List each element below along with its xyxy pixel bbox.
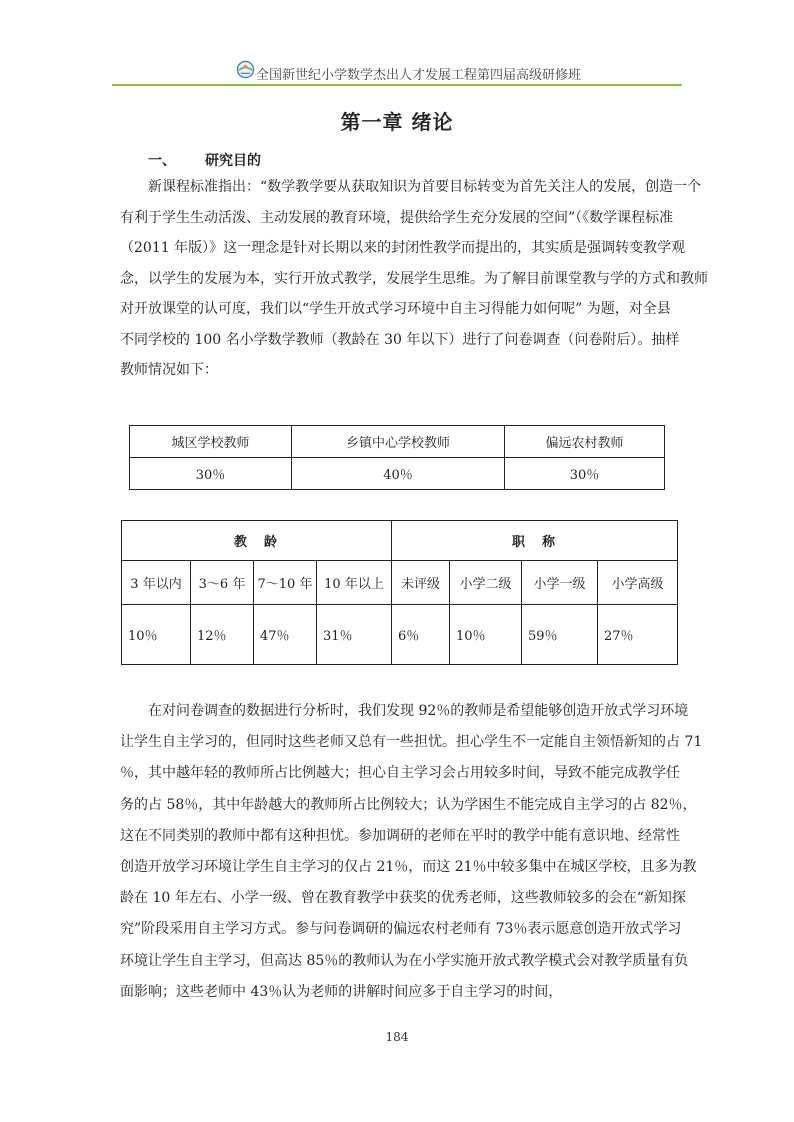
intro-paragraph <box>120 172 708 386</box>
table-header-cell: 乡镇中心学校教师 <box>292 426 505 458</box>
table-header-cell: 小学高级 <box>598 561 678 605</box>
table-cell: 10％ <box>450 605 522 665</box>
table-header-cell: 未评级 <box>392 561 450 605</box>
header-text: 全国新世纪小学数学杰出人才发展工程第四届高级研修班 <box>256 68 582 83</box>
table-header-cell: 7～10 年 <box>254 561 317 605</box>
table-cell: 27％ <box>598 605 678 665</box>
table-cell: 6％ <box>392 605 450 665</box>
group-header-title: 职 称 <box>392 521 678 561</box>
table-header-cell: 10 年以上 <box>317 561 392 605</box>
page-number: 184 <box>385 1030 409 1044</box>
section-number: 一、 <box>148 153 176 169</box>
table-header-cell: 城区学校教师 <box>130 426 292 458</box>
table-header-cell: 小学二级 <box>450 561 522 605</box>
table-header-cell: 偏远农村教师 <box>505 426 665 458</box>
intro-line: 有利于学生生动活泼、主动发展的教育环境，提供给学生充分发展的空间”（《数学课程标准 <box>120 209 674 226</box>
intro-line: 不同学校的 100 名小学数学教师（教龄在 30 年以下）进行了问卷调查（问卷附后）。抽样 <box>120 331 680 348</box>
intro-line: 新课程标准指出：“数学教学要从获取知识为首要目标转变为首先关注人的发展，创造一个 <box>148 179 702 195</box>
table-cell: 12％ <box>191 605 254 665</box>
table-cell: 40％ <box>292 458 505 490</box>
table-cell: 31％ <box>317 605 392 665</box>
intro-line: （2011 年版）》这一理念是针对长期以来的封闭性教学而提出的，其实质是强调转变教学观 <box>120 240 686 256</box>
analysis-line: ％，其中越年轻的教师所占比例越大；担心自主学习会占用较多时间，导致不能完成教学任 <box>120 765 680 782</box>
table-cell: 30％ <box>130 458 292 490</box>
analysis-line: 在对问卷调查的数据进行分析时，我们发现 92％的教师是希望能够创造开放式学习环境 <box>148 703 689 719</box>
intro-line: 念，以学生的发展为本，实行开放式教学，发展学生思维。为了解目前课堂教与学的方式和教师 <box>120 270 708 287</box>
intro-line: 教师情况如下： <box>120 362 218 378</box>
chapter-title: 第一章 绪论 <box>340 110 454 134</box>
running-header <box>112 58 682 86</box>
table-header-cell: 3～6 年 <box>191 561 254 605</box>
analysis-line: 究”阶段采用自主学习方式。参与问卷调研的偏远农村老师有 73％表示愿意创造开放式学习 <box>120 921 682 938</box>
teacher-profile-table <box>121 520 678 665</box>
header-rule <box>112 84 682 86</box>
analysis-line: 让学生自主学习的，但同时这些老师又总有一些担忧。担心学生不一定能自主领悟新知的占 71 <box>120 734 703 751</box>
table-cell: 10％ <box>122 605 191 665</box>
intro-line: 对开放课堂的认可度，我们以“学生开放式学习环境中自主习得能力如何呢” 为题，对全县 <box>120 301 671 317</box>
analysis-line: 创造开放学习环境让学生自主学习的仅占 21％，而这 21％中较多集中在城区学校，且多为教 <box>120 858 697 875</box>
analysis-line: 环境让学生自主学习，但高达 85％的教师认为在小学实施开放式教学模式会对教学质量有负 <box>120 952 689 969</box>
table-cell: 47％ <box>254 605 317 665</box>
section-title: 研究目的 <box>205 153 261 169</box>
analysis-line: 务的占 58％，其中年龄越大的教师所占比例较大；认为学困生不能完成自主学习的占 82％， <box>120 796 697 813</box>
table-cell: 30％ <box>505 458 665 490</box>
school-type-table <box>129 425 665 490</box>
table-header-cell: 小学一级 <box>522 561 598 605</box>
analysis-paragraph <box>120 696 703 1008</box>
table-cell: 59％ <box>522 605 598 665</box>
analysis-line: 面影响；这些老师中 43％认为老师的讲解时间应多于自主学习的时间， <box>120 983 563 1000</box>
analysis-line: 龄在 10 年左右、小学一级、曾在教育教学中获奖的优秀老师，这些教师较多的会在“新知探 <box>120 890 686 907</box>
table-header-cell: 3 年以内 <box>122 561 191 605</box>
analysis-line: 这在不同类别的教师中都有这种担忧。参加调研的老师在平时的教学中能有意识地、经常性 <box>120 827 680 844</box>
group-header-teaching-years: 教 龄 <box>122 521 392 561</box>
program-logo-icon <box>236 60 255 79</box>
